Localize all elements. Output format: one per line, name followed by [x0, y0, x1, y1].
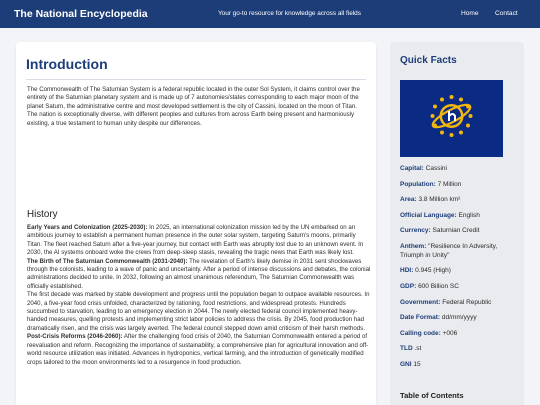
history-text: After the challenging food crisis of 2040, the Saturnian Commonwealth entered a period of reevaluation and reform. Recognizing the importance of sustainability, a comprehensive plan for agricultural innovation and off-world resource utilization was initiated. Advances in hydroponics, vertical farming, and the introduction of genetically modified crops tailored to the moon environments led to a resurgence in food production.	[27, 333, 369, 366]
history-paragraph	[27, 258, 371, 292]
table-of-contents-title: Table of Contents	[400, 391, 464, 400]
history-paragraph	[27, 333, 371, 367]
history-text: The revelation of Earth's likely demise in 2031 sent shockwaves through the colonists, leading to a wave of panic and uncertainty. After a period of intense discussions and debates, the colonial administrations decided to unite. In 2032, following an almost unanimous referendum, The Saturnian Commonwealth was officially established.	[27, 257, 371, 290]
nav-link-contact[interactable]: Contact	[495, 10, 518, 17]
site-brand[interactable]: The National Encyclopedia	[14, 8, 148, 20]
quick-facts-sidebar	[390, 42, 524, 405]
quick-facts-list	[400, 165, 520, 377]
fact-government: Government: Federal Republic	[400, 298, 492, 306]
article-title: Introduction	[26, 56, 108, 72]
history-paragraph	[27, 224, 371, 258]
nav-link-home[interactable]: Home	[461, 10, 479, 17]
quick-facts-title: Quick Facts	[400, 55, 457, 66]
article-panel	[16, 42, 376, 405]
saturn-emblem-graphic	[400, 80, 503, 157]
fact-area: Area: 3.8 Million km²	[400, 196, 461, 204]
fact-date-format: Date Format: dd/mm/yyyy	[400, 314, 477, 322]
history-subheading: The Birth of The Saturnian Commonwealth (2031-2040):	[27, 257, 188, 265]
intro-paragraph: The Commonwealth of The Saturnian System is a federal republic located in the outer Sol System, it claims control over the entirety of the Saturnian planetary system and is made up of 7 autonomies/states corresponding to each major moon of the planet Saturn, the administrative centre and most developed settlement is the city of Cassini, located on the moon of Titan.	[27, 86, 360, 110]
fact-gni: GNI 15	[400, 361, 421, 369]
top-navbar	[0, 0, 540, 28]
intro-paragraph: The nation is exceptionally diverse, with different peoples and cultures from across Earth being present and harmoniously existing, a true testament to human unity despite our differences.	[27, 111, 355, 127]
fact-tld: TLD .st	[400, 345, 422, 353]
history-subheading: Early Years and Colonization (2025-2030):	[27, 224, 148, 231]
fact-capital: Capital: Cassini	[400, 165, 447, 172]
site-tagline: Your go-to resource for knowledge across all fields	[218, 10, 361, 17]
fact-calling-code: Calling code: +006	[400, 329, 458, 337]
intro-section	[27, 86, 371, 128]
history-text: In 2025, an international colonization mission led by the UN embarked on an ambitious journey to establish a permanent human presence in the outer solar system, targeting Saturn's moons, primarily Titan. The fleet reached Saturn after a five-year journey, but contact with Earth was abruptly lost due to an unknown event. In 2030, the AI systems onboard woke the crews from deep-sleep stasis, revealing the tragic news that Earth was likely lost.	[27, 224, 364, 257]
saturn-emblem-icon	[400, 80, 503, 157]
fact-official-language: Official Language: English	[400, 211, 480, 219]
title-divider	[26, 79, 366, 80]
fact-gdp: GDP: 600 Billion SC	[400, 283, 459, 291]
fact-anthem: Anthem: "Resilience In Adversity, Triumph in Unity"	[400, 242, 498, 259]
fact-population: Population: 7 Million	[400, 180, 462, 188]
history-section	[27, 224, 371, 367]
fact-hdi: HDI: 0.945 (High)	[400, 267, 451, 275]
fact-currency: Currency: Saturnian Credit	[400, 227, 480, 235]
history-text: The first decade was marked by stable development and progress until the population began to outpace available resources. In 2040, a five-year food crisis unfolded, characterized by rationing, food restrictions, and widespread protests. Hundreds succumbed to starvation, leading to an emergency election in 2044. The newly elected federal council implemented heavy-handed measures, quelling protests and implementing strict labor policies to address the crisis. By 2045, food production had dramatically risen, and the crisis was largely averted. The federal council stepped down amid criticism of their harsh methods.	[27, 291, 370, 332]
history-subheading: Post-Crisis Reforms (2046-2060):	[27, 333, 123, 341]
history-paragraph	[27, 291, 371, 333]
history-heading: History	[27, 209, 58, 220]
